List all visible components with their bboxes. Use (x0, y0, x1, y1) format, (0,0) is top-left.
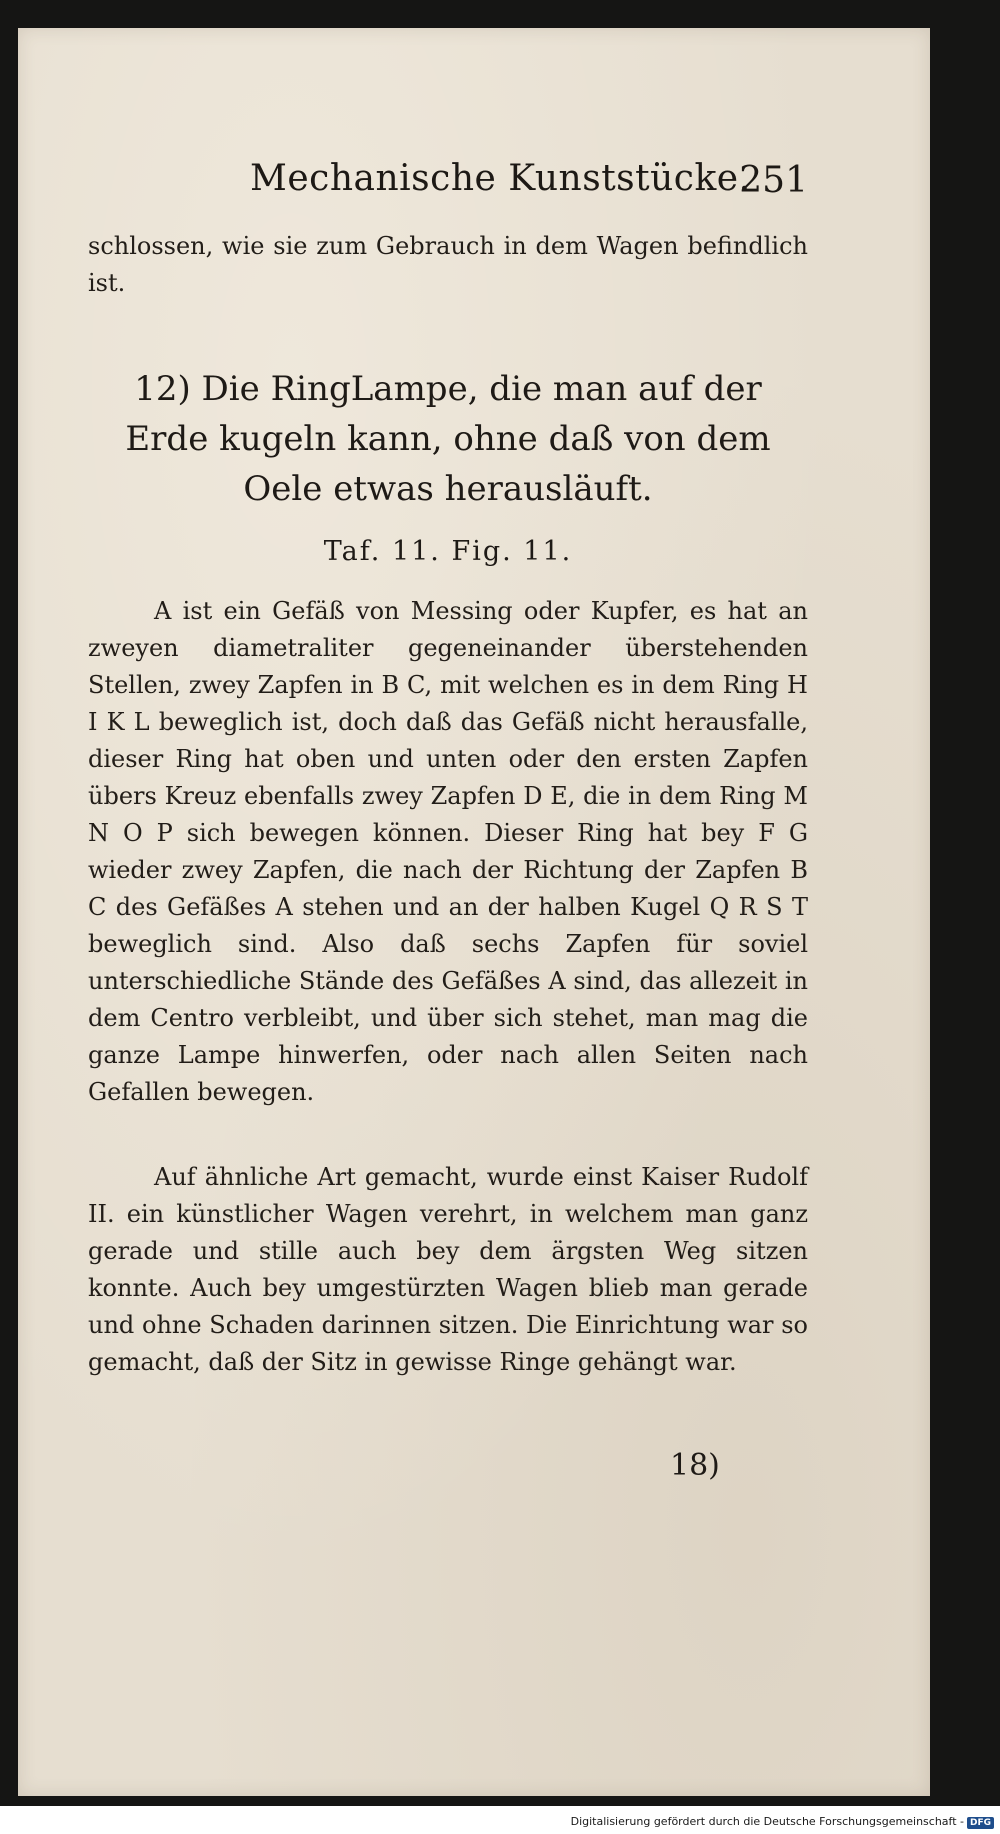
digitization-credit (571, 1815, 994, 1829)
figure-reference: Taf. 11. Fig. 11. (323, 536, 573, 567)
dfg-logo: DFG (967, 1817, 994, 1829)
running-title: Mechanische Kunststücke. (250, 158, 751, 199)
section-heading: 12) Die RingLampe, die man auf der Erde kugeln kann, ohne daß von dem Oele etwas herausläuft. (125, 369, 771, 509)
running-head (88, 158, 808, 218)
body-paragraph-1: A ist ein Gefäß von Messing oder Kupfer, es hat an zweyen diametraliter gegeneinander überstehenden Stellen, zwey Zapfen in B C, mit welchen es in dem Ring H I K L beweglich ist, doch daß das Gefäß nicht herausfalle, dieser Ring hat oben und unten oder den ersten Zapfen übers Kreuz ebenfalls zwey Zapfen D E, die in dem Ring M N O P sich bewegen können. Dieser Ring hat bey F G wieder zwey Zapfen, die nach der Richtung der Zapfen B C des Gefäßes A stehen und an der halben Kugel Q R S T beweglich sind. Also daß sechs Zapfen für soviel unterschiedliche Stände des Gefäßes A sind, das allezeit in dem Centro verbleibt, und über sich stehet, man mag die ganze Lampe hinwerfen, oder nach allen Seiten nach Gefallen bewegen. (88, 597, 808, 1106)
catchword: 18) (670, 1448, 720, 1483)
continued-paragraph: schlossen, wie sie zum Gebrauch in dem Wagen befindlich ist. (88, 232, 808, 297)
credit-text: Digitalisierung gefördert durch die Deutsche Forschungsgemeinschaft - (570, 1815, 964, 1828)
page-number: 251 (739, 160, 808, 201)
body-paragraph-2: Auf ähnliche Art gemacht, wurde einst Kaiser Rudolf II. ein künstlicher Wagen verehrt, in welchem man ganz gerade und stille auch bey dem ärgsten Weg sitzen konnte. Auch bey umgestürzten Wagen blieb man gerade und ohne Schaden darinnen sitzen. Die Einrichtung war so gemacht, daß der Sitz in gewisse Ringe gehängt war. (88, 1163, 808, 1376)
book-page (18, 28, 930, 1796)
page-content (88, 158, 808, 1381)
